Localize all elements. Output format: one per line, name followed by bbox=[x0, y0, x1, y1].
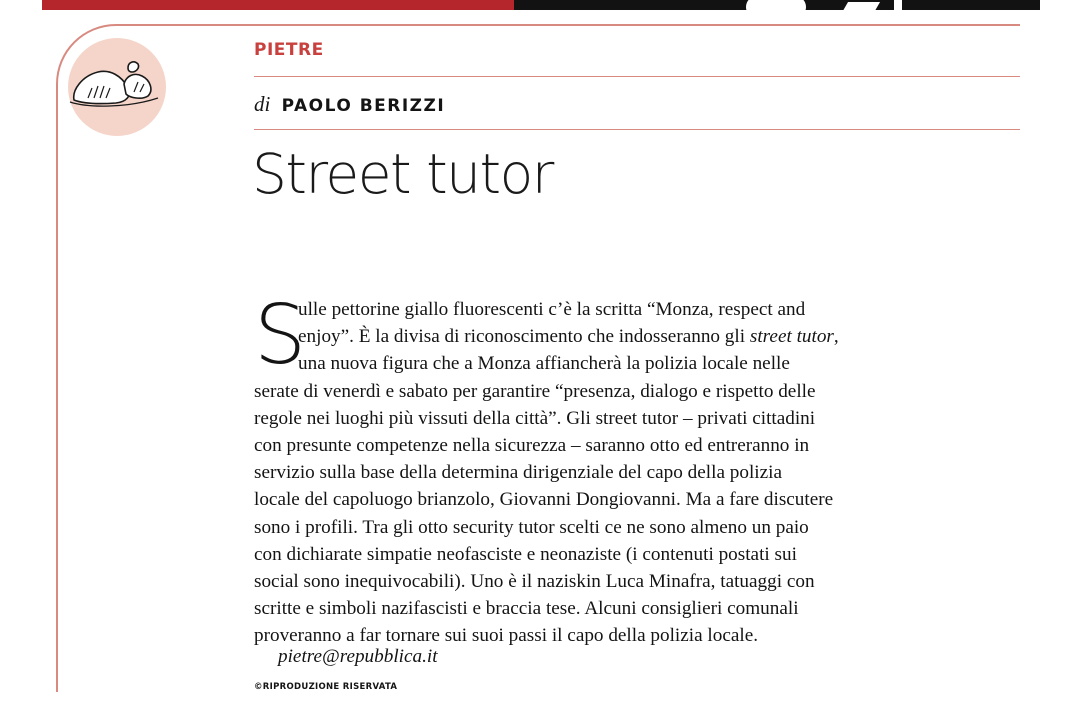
top-red-banner bbox=[42, 0, 514, 10]
byline-rule bbox=[254, 129, 1020, 130]
frame-left-rule bbox=[56, 100, 58, 692]
italic-phrase: street tutor bbox=[749, 326, 834, 348]
stones-icon bbox=[68, 38, 166, 136]
kicker-rule bbox=[254, 76, 1020, 77]
byline-prefix: di bbox=[254, 92, 271, 116]
copyright-notice: ©RIPRODUZIONE RISERVATA bbox=[254, 682, 398, 692]
body-line: scritte e simboli nazifascisti e braccia tese. Alcuni consiglieri comunali bbox=[254, 598, 799, 620]
body-line: social sono inequivocabili). Uno è il naziskin Luca Minafra, tatuaggi con bbox=[254, 571, 815, 593]
body-line: servizio sulla base della determina dirigenziale del capo della polizia bbox=[254, 462, 782, 484]
top-illustration bbox=[514, 0, 1040, 10]
body-line: ulle pettorine giallo fluorescenti c’è la scritta “Monza, respect and bbox=[298, 299, 806, 320]
body-line: locale del capoluogo brianzolo, Giovanni Dongiovanni. Ma a fare discutere bbox=[254, 489, 834, 511]
drop-cap: S bbox=[254, 288, 307, 383]
column-kicker: PIETRE bbox=[254, 40, 324, 60]
body-line: una nuova figura che a Monza affiancherà la polizia locale nelle bbox=[298, 353, 790, 375]
headline: Street tutor bbox=[252, 142, 553, 206]
author-name: PAOLO BERIZZI bbox=[281, 96, 446, 116]
body-line: con dichiarate simpatie neofasciste e neonaziste (i contenuti postati sui bbox=[254, 543, 797, 565]
body-line: sono i profili. Tra gli otto security tutor scelti ce ne sono almeno un paio bbox=[254, 516, 809, 538]
author-email[interactable]: pietre@repubblica.it bbox=[278, 646, 438, 667]
article-body bbox=[254, 288, 1022, 650]
body-line: con presunte competenze nella sicurezza – saranno otto ed entreranno in bbox=[254, 435, 810, 457]
frame-top-rule bbox=[134, 24, 1020, 26]
body-line: serate di venerdì e sabato per garantire “presenza, dialogo e rispetto delle bbox=[254, 380, 816, 402]
body-line: regole nei luoghi più vissuti della città”. Gli street tutor – privati cittadini bbox=[254, 407, 816, 429]
byline bbox=[254, 92, 445, 117]
body-line: proveranno a far tornare sui suoi passi il capo della polizia locale. bbox=[254, 625, 759, 647]
body-line: enjoy”. È la divisa di riconoscimento che indosseranno gli street tutor, bbox=[298, 326, 839, 348]
